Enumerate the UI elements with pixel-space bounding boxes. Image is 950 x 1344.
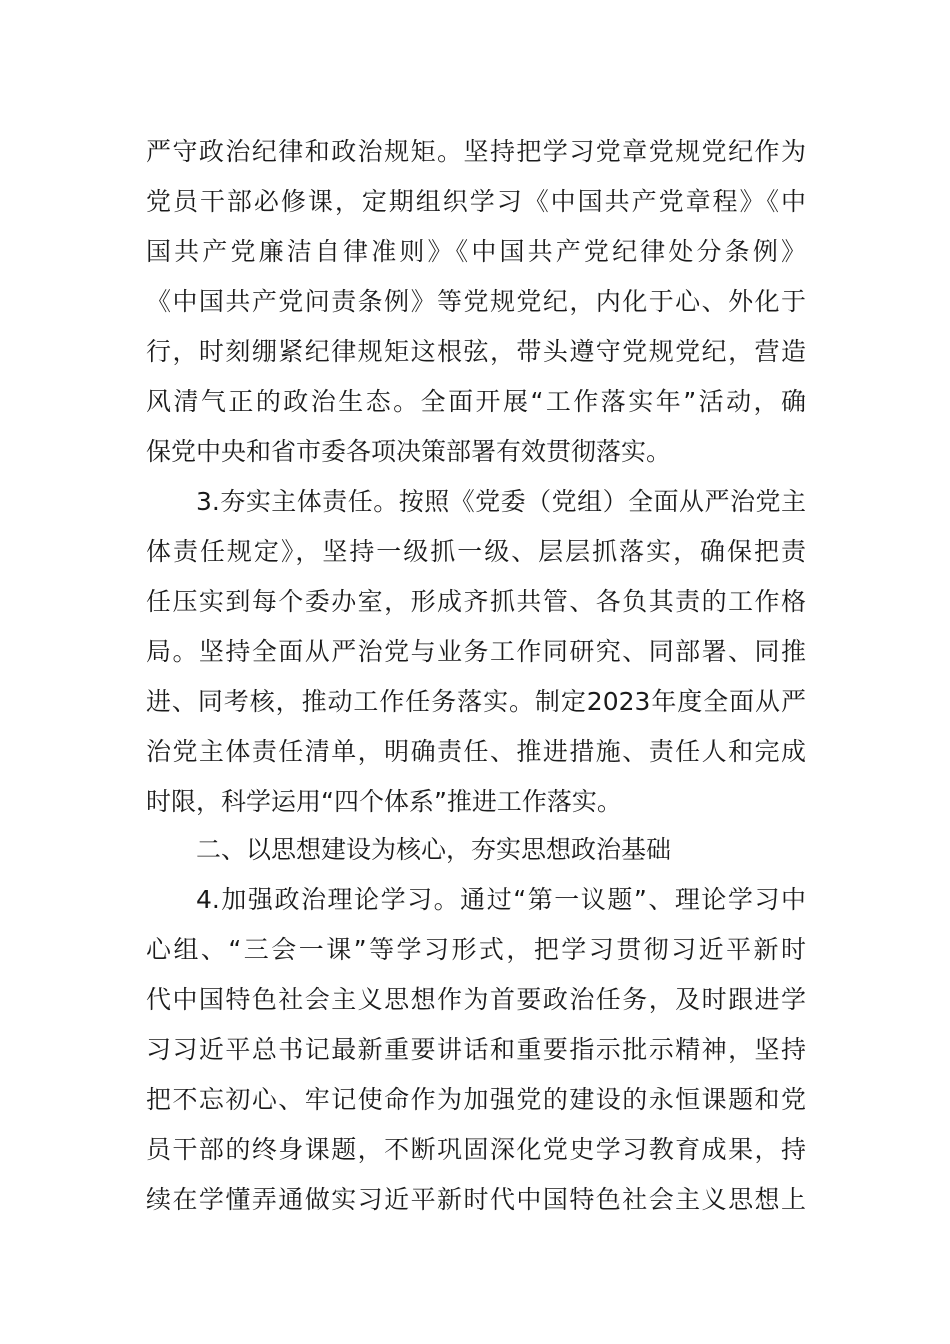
text-line: 国共产党廉洁自律准则》《中国共产党纪律处分条例》 [146, 237, 806, 266]
text-line: 时限，科学运用“四个体系”推进工作落实。 [146, 787, 622, 816]
text-line: 局。坚持全面从严治党与业务工作同研究、同部署、同推 [146, 637, 806, 666]
text-line: 续在学懂弄通做实习近平新时代中国特色社会主义思想上 [146, 1185, 806, 1214]
text-line: 《中国共产党问责条例》等党规党纪，内化于心、外化于 [146, 287, 806, 316]
text-line: 行，时刻绷紧纪律规矩这根弦，带头遵守党规党纪，营造 [146, 337, 806, 366]
text-line: 心组、“三会一课”等学习形式，把学习贯彻习近平新时 [146, 935, 806, 964]
text-line: 体责任规定》，坚持一级抓一级、层层抓落实，确保把责 [146, 537, 806, 566]
text-line: 治党主体责任清单，明确责任、推进措施、责任人和完成 [146, 737, 806, 766]
text-line: 进、同考核，推动工作任务落实。制定2023年度全面从严 [146, 687, 806, 716]
section-heading: 二、以思想建设为核心，夯实思想政治基础 [196, 835, 672, 864]
text-line: 员干部的终身课题，不断巩固深化党史学习教育成果，持 [146, 1135, 806, 1164]
text-line: 党员干部必修课，定期组织学习《中国共产党章程》《中 [146, 187, 806, 216]
paragraph-first-line: 3.夯实主体责任。按照《党委（党组）全面从严治党主 [196, 487, 806, 516]
text-line: 风清气正的政治生态。全面开展“工作落实年”活动，确 [146, 387, 806, 416]
text-line: 代中国特色社会主义思想作为首要政治任务，及时跟进学 [146, 985, 806, 1014]
paragraph-first-line: 4.加强政治理论学习。通过“第一议题”、理论学习中 [196, 885, 806, 914]
text-line: 保党中央和省市委各项决策部署有效贯彻落实。 [146, 437, 672, 466]
text-line: 习习近平总书记最新重要讲话和重要指示批示精神，坚持 [146, 1035, 806, 1064]
text-line: 任压实到每个委办室，形成齐抓共管、各负其责的工作格 [146, 587, 806, 616]
text-line: 严守政治纪律和政治规矩。坚持把学习党章党规党纪作为 [146, 137, 806, 166]
text-line: 把不忘初心、牢记使命作为加强党的建设的永恒课题和党 [146, 1085, 806, 1114]
